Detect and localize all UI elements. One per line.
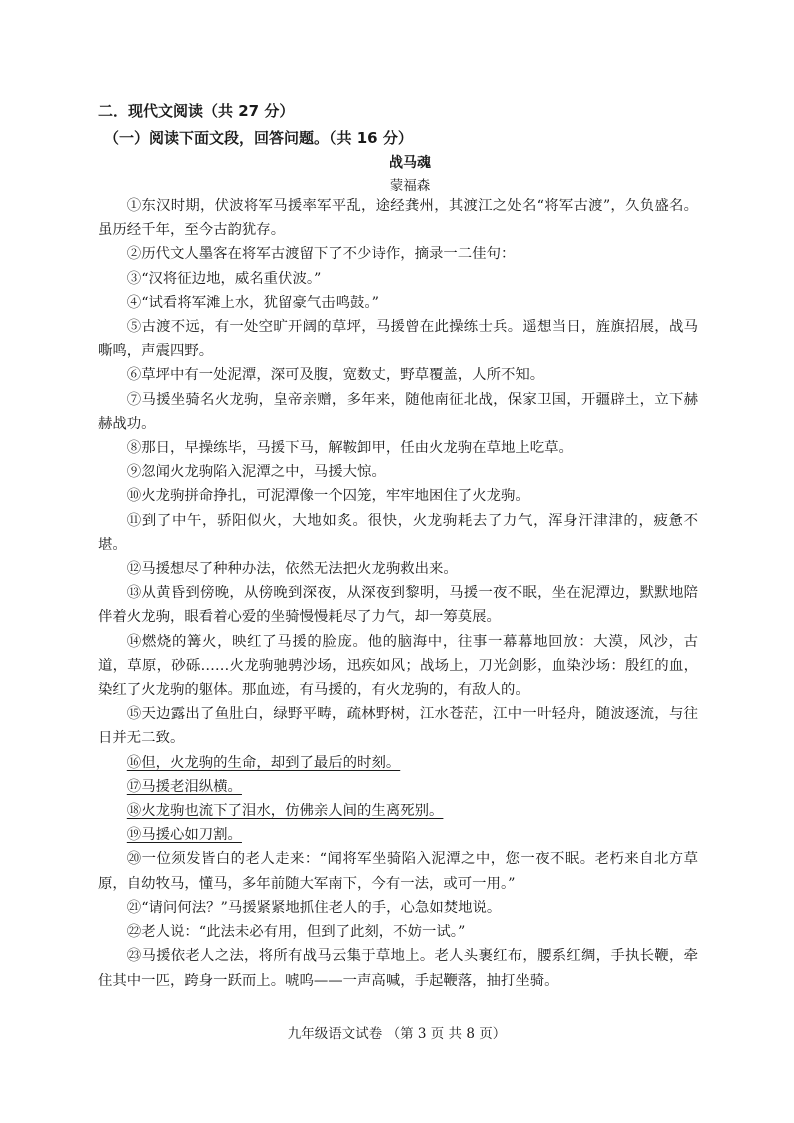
underlined-sentence-16: ⑯但，火龙驹的生命，却到了最后的时刻。 [126, 754, 401, 771]
paragraph-21: ㉑“请问何法？”马援紧紧地抓住老人的手，心急如焚地说。 [126, 899, 502, 916]
paragraph-7: ⑦马援坐骑名火龙驹，皇帝亲赠，多年来，随他南征北战，保家卫国，开疆辟土，立下赫赫战功。 [98, 391, 698, 432]
paragraph-9: ⑨忽闻火龙驹陷入泥潭之中，马援大惊。 [126, 464, 386, 481]
paragraph-16 [98, 751, 698, 775]
paragraph-3: ③“汉将征边地，威名重伏波。” [126, 270, 322, 287]
paragraph-23: ㉓马援依老人之法，将所有战马云集于草地上。老人头裹红布，腰系红绸，手执长鞭，牵住其中一匹，跨身一跃而上。唬呜——一声高喊，手起鞭落，抽打坐骑。 [98, 948, 698, 989]
paragraph-15: ⑮天边露出了鱼肚白，绿野平畴，疏林野树，江水苍茫，江中一叶轻舟，随波逐流，与往日并无二致。 [98, 706, 698, 747]
subsection-heading: （一）阅读下面文段，回答问题。（共 16 分） [104, 129, 413, 147]
paragraph-6: ⑥草坪中有一处泥潭，深可及腹，宽数丈，野草覆盖，人所不知。 [126, 367, 545, 384]
section-heading: 二．现代文阅读（共 27 分） [98, 102, 295, 120]
underlined-sentence-18: ⑱火龙驹也流下了泪水，仿佛亲人间的生离死别。 [126, 803, 444, 820]
paragraph-10: ⑩火龙驹拼命挣扎，可泥潭像一个囚笼，牢牢地困住了火龙驹。 [126, 488, 530, 505]
paragraph-2: ②历代文人墨客在将军古渡留下了不少诗作，摘录一二佳句： [126, 246, 516, 263]
article-author: 蒙福森 [389, 178, 431, 194]
paragraph-1: ①东汉时期，伏波将军马援率军平乱，途经龚州，其渡江之处名“将军古渡”，久负盛名。虽历经千年，至今古韵犹存。 [98, 198, 698, 239]
paragraph-17 [98, 775, 698, 799]
page-footer: 九年级语文试卷 （第 3 页 共 8 页） [287, 1026, 507, 1042]
paragraph-4: ④“试看将军滩上水，犹留豪气击鸣鼓。” [126, 294, 379, 311]
underlined-sentence-17: ⑰马援老泪纵横。 [126, 778, 242, 795]
paragraph-20: ⑳一位须发皆白的老人走来：“闻将军坐骑陷入泥潭之中，您一夜不眠。老朽来自北方草原，自幼牧马，懂马，多年前随大军南下，今有一法，或可一用。” [98, 851, 698, 892]
article-title: 战马魂 [389, 155, 431, 171]
paragraph-18 [98, 799, 698, 823]
article-body [98, 194, 698, 993]
paragraph-13: ⑬从黄昏到傍晚，从傍晚到深夜，从深夜到黎明，马援一夜不眠，坐在泥潭边，默默地陪伴着火龙驹，眼看着心爱的坐骑慢慢耗尽了力气，却一筹莫展。 [98, 585, 698, 626]
paragraph-19 [98, 823, 698, 847]
paragraph-8: ⑧那日，早操练毕，马援下马，解鞍卸甲，任由火龙驹在草地上吃草。 [126, 440, 573, 457]
paragraph-22: ㉒老人说：“此法未必有用，但到了此刻，不妨一试。” [126, 924, 466, 941]
underlined-sentence-19: ⑲马援心如刀割。 [126, 827, 242, 844]
paragraph-5: ⑤古渡不远，有一处空旷开阔的草坪，马援曾在此操练士兵。遥想当日，旌旗招展，战马嘶鸣，声震四野。 [98, 319, 698, 360]
paragraph-14: ⑭燃烧的篝火，映红了马援的脸庞。他的脑海中，往事一幕幕地回放：大漠，风沙，古道，草原，砂砾……火龙驹驰骋沙场，迅疾如风；战场上，刀光剑影，血染沙场：殷红的血，染红了火龙驹的躯体。那血迹，有马援的，有火龙驹的，有敌人的。 [98, 633, 698, 699]
paragraph-12: ⑫马援想尽了种种办法，依然无法把火龙驹救出来。 [126, 561, 458, 578]
paragraph-11: ⑪到了中午，骄阳似火，大地如炙。很快，火龙驹耗去了力气，浑身汗津津的，疲惫不堪。 [98, 512, 698, 553]
